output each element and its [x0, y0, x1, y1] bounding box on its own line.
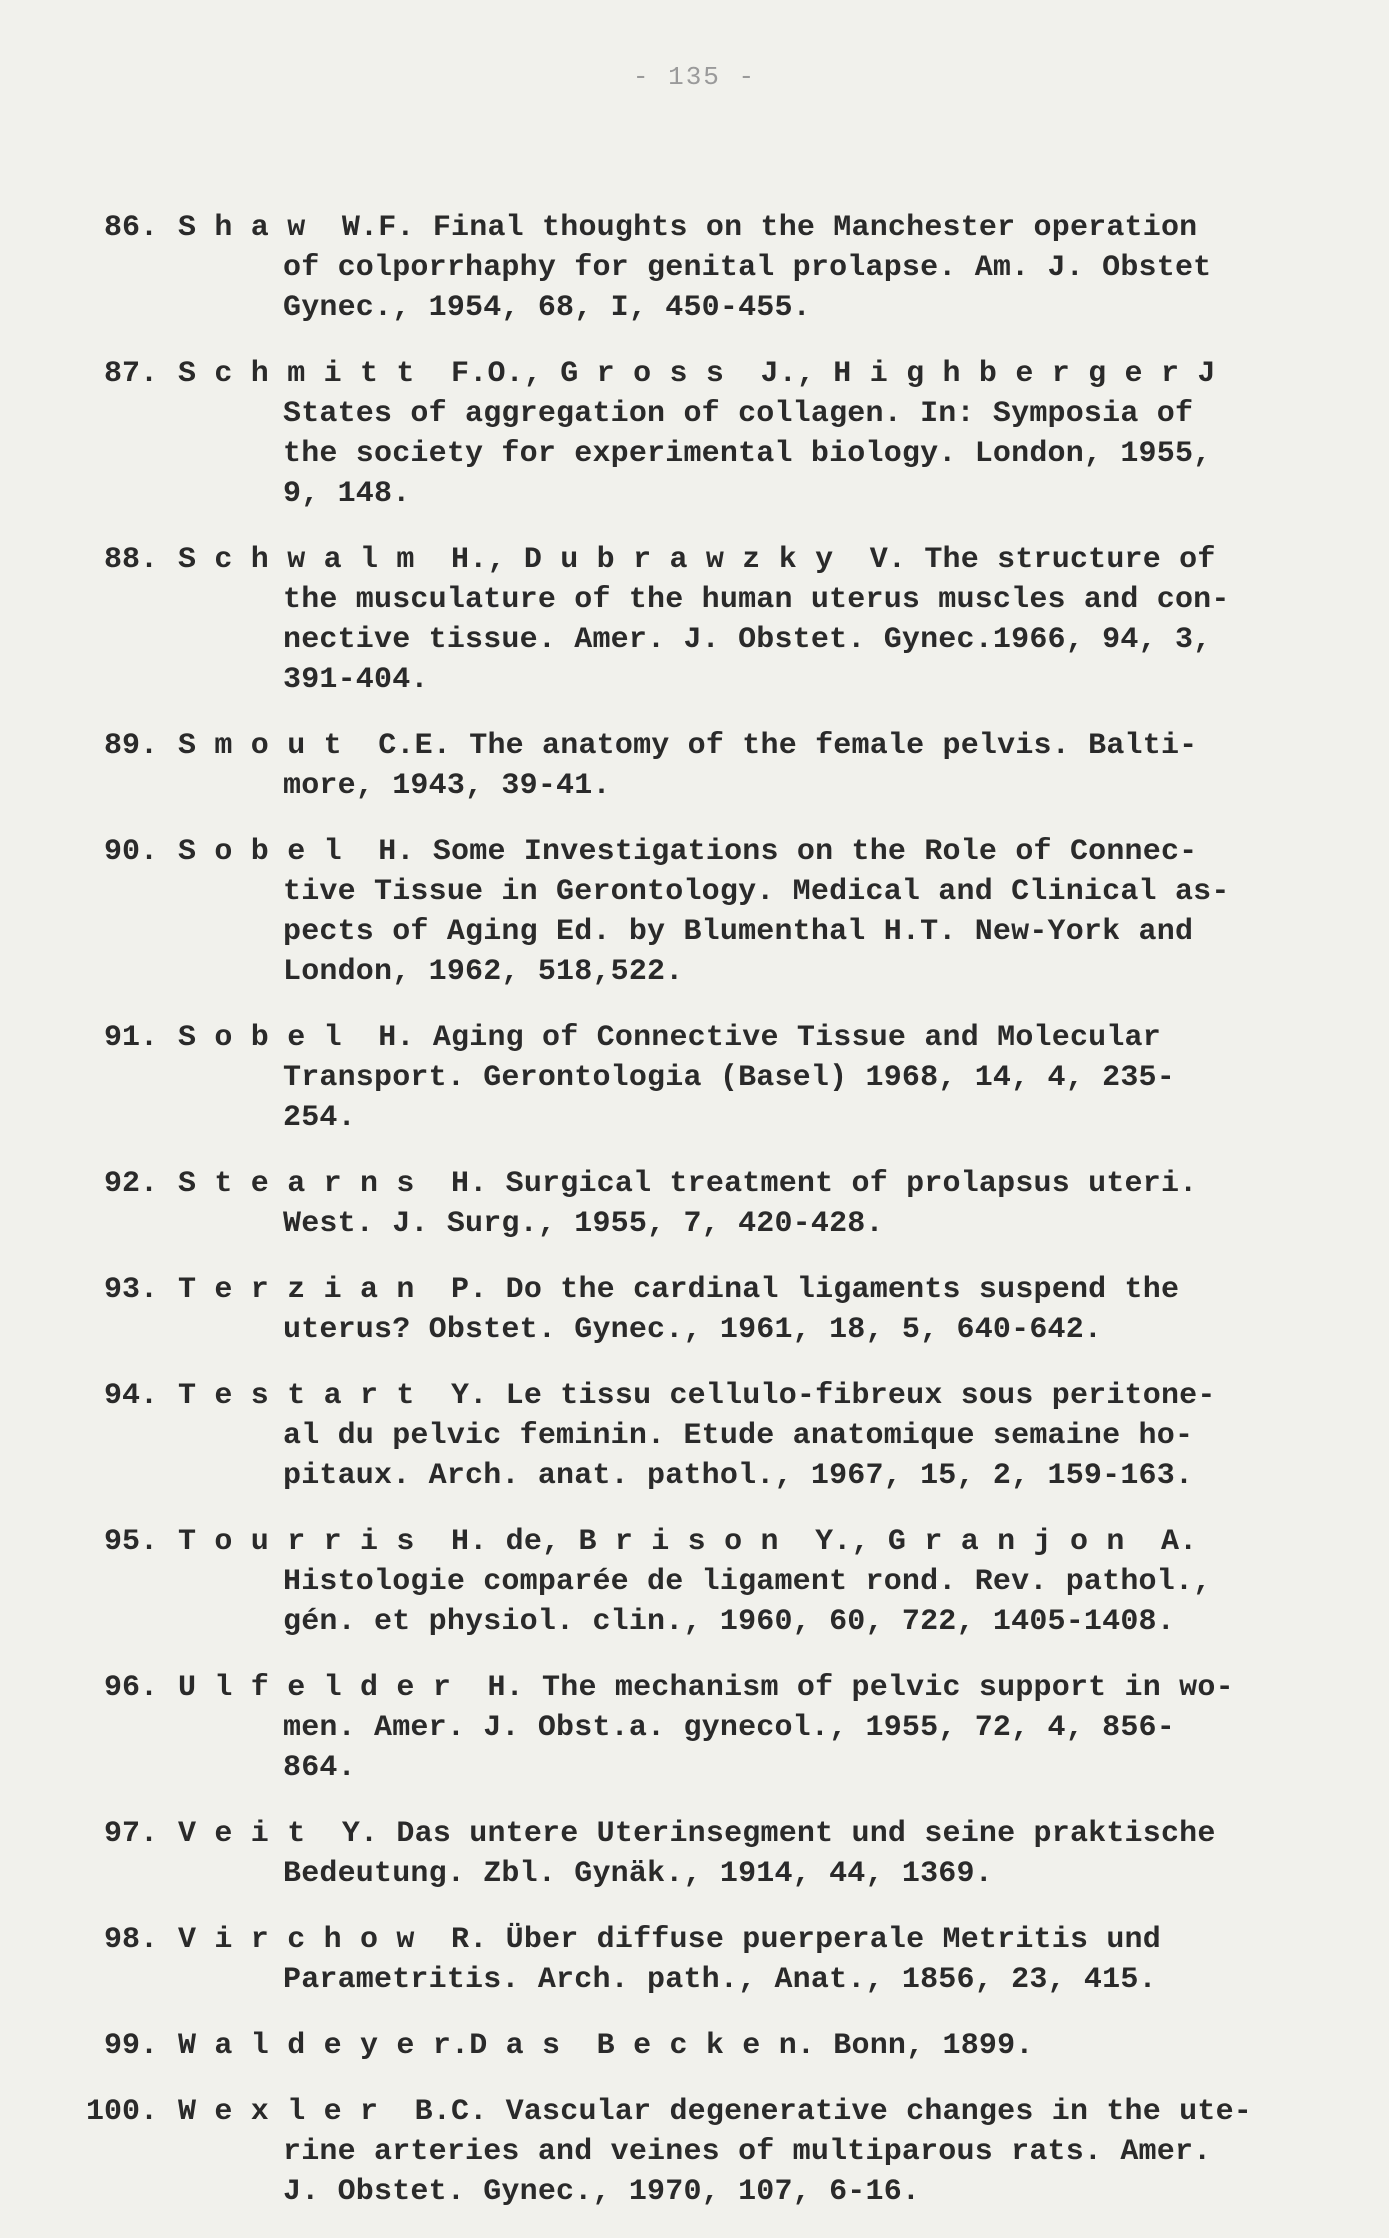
- reference-line: S o b e l H. Some Investigations on the Role of Connec-: [178, 835, 1198, 869]
- reference-line: Transport. Gerontologia (Basel) 1968, 14, 4, 235-: [283, 1061, 1175, 1095]
- reference-number: 87.: [103, 357, 158, 391]
- reference-line: V i r c h o w R. Über diffuse puerperale Metritis und: [178, 1923, 1161, 1957]
- reference-line: S c h w a l m H., D u b r a w z k y V. The structure of: [178, 543, 1216, 577]
- reference-item: [0, 1814, 1389, 1894]
- reference-line: pects of Aging Ed. by Blumenthal H.T. New-York and: [283, 915, 1194, 949]
- reference-line: London, 1962, 518,522.: [283, 955, 684, 989]
- reference-line: men. Amer. J. Obst.a. gynecol., 1955, 72, 4, 856-: [283, 1711, 1175, 1745]
- reference-line: uterus? Obstet. Gynec., 1961, 18, 5, 640-642.: [283, 1313, 1103, 1347]
- reference-line: Parametritis. Arch. path., Anat., 1856, 23, 415.: [283, 1963, 1157, 1997]
- reference-line: V e i t Y. Das untere Uterinsegment und seine praktische: [178, 1817, 1216, 1851]
- reference-list: [0, 208, 1389, 2238]
- reference-number: 99.: [103, 2029, 158, 2063]
- reference-item: [0, 1522, 1389, 1642]
- reference-line: al du pelvic feminin. Etude anatomique semaine ho-: [283, 1419, 1194, 1453]
- reference-line: U l f e l d e r H. The mechanism of pelvic support in wo-: [178, 1671, 1234, 1705]
- reference-number: 92.: [103, 1167, 158, 1201]
- reference-number: 98.: [103, 1923, 158, 1957]
- reference-item: [0, 832, 1389, 992]
- reference-item: [0, 1376, 1389, 1496]
- page-number: - 135 -: [632, 62, 757, 92]
- reference-number: 95.: [103, 1525, 158, 1559]
- reference-line: 864.: [283, 1751, 356, 1785]
- reference-number: 94.: [103, 1379, 158, 1413]
- reference-line: T e r z i a n P. Do the cardinal ligaments suspend the: [178, 1273, 1180, 1307]
- reference-number: 93.: [103, 1273, 158, 1307]
- reference-line: W a l d e y e r.D a s B e c k e n. Bonn, 1899.: [178, 2029, 1034, 2063]
- reference-item: [0, 2092, 1389, 2212]
- reference-line: tive Tissue in Gerontology. Medical and Clinical as-: [283, 875, 1230, 909]
- reference-line: J. Obstet. Gynec., 1970, 107, 6-16.: [283, 2175, 921, 2209]
- reference-line: the musculature of the human uterus muscles and con-: [283, 583, 1230, 617]
- reference-number: 100.: [85, 2095, 158, 2129]
- reference-item: [0, 1270, 1389, 1350]
- reference-line: States of aggregation of collagen. In: Symposia of: [283, 397, 1194, 431]
- reference-number: 97.: [103, 1817, 158, 1851]
- reference-line: S m o u t C.E. The anatomy of the female pelvis. Balti-: [178, 729, 1198, 763]
- reference-item: [0, 540, 1389, 700]
- reference-item: [0, 2026, 1389, 2066]
- reference-line: nective tissue. Amer. J. Obstet. Gynec.1966, 94, 3,: [283, 623, 1212, 657]
- reference-line: more, 1943, 39-41.: [283, 769, 611, 803]
- reference-line: rine arteries and veines of multiparous rats. Amer.: [283, 2135, 1212, 2169]
- reference-item: [0, 1920, 1389, 2000]
- reference-number: 96.: [103, 1671, 158, 1705]
- reference-line: 9, 148.: [283, 477, 411, 511]
- reference-line: T o u r r i s H. de, B r i s o n Y., G r a n j o n A.: [178, 1525, 1198, 1559]
- reference-number: 91.: [103, 1021, 158, 1055]
- reference-line: Gynec., 1954, 68, I, 450-455.: [283, 291, 811, 325]
- reference-line: pitaux. Arch. anat. pathol., 1967, 15, 2, 159-163.: [283, 1459, 1194, 1493]
- reference-line: Bedeutung. Zbl. Gynäk., 1914, 44, 1369.: [283, 1857, 993, 1891]
- reference-item: [0, 1668, 1389, 1788]
- reference-line: W e x l e r B.C. Vascular degenerative changes in the ute-: [178, 2095, 1252, 2129]
- reference-line: gén. et physiol. clin., 1960, 60, 722, 1405-1408.: [283, 1605, 1175, 1639]
- reference-item: [0, 726, 1389, 806]
- reference-item: [0, 1018, 1389, 1138]
- reference-number: 90.: [103, 835, 158, 869]
- reference-item: [0, 208, 1389, 328]
- reference-line: T e s t a r t Y. Le tissu cellulo-fibreux sous peritone-: [178, 1379, 1216, 1413]
- reference-line: S h a w W.F. Final thoughts on the Manchester operation: [178, 211, 1198, 245]
- reference-number: 86.: [103, 211, 158, 245]
- reference-number: 89.: [103, 729, 158, 763]
- reference-item: [0, 354, 1389, 514]
- reference-line: the society for experimental biology. London, 1955,: [283, 437, 1212, 471]
- reference-line: Histologie comparée de ligament rond. Rev. pathol.,: [283, 1565, 1212, 1599]
- reference-line: West. J. Surg., 1955, 7, 420-428.: [283, 1207, 884, 1241]
- reference-line: S t e a r n s H. Surgical treatment of prolapsus uteri.: [178, 1167, 1198, 1201]
- reference-line: S c h m i t t F.O., G r o s s J., H i g h b e r g e r J: [178, 357, 1216, 391]
- reference-line: S o b e l H. Aging of Connective Tissue and Molecular: [178, 1021, 1161, 1055]
- reference-item: [0, 1164, 1389, 1244]
- reference-number: 88.: [103, 543, 158, 577]
- reference-line: of colporrhaphy for genital prolapse. Am. J. Obstet: [283, 251, 1212, 285]
- reference-line: 391-404.: [283, 663, 429, 697]
- reference-line: 254.: [283, 1101, 356, 1135]
